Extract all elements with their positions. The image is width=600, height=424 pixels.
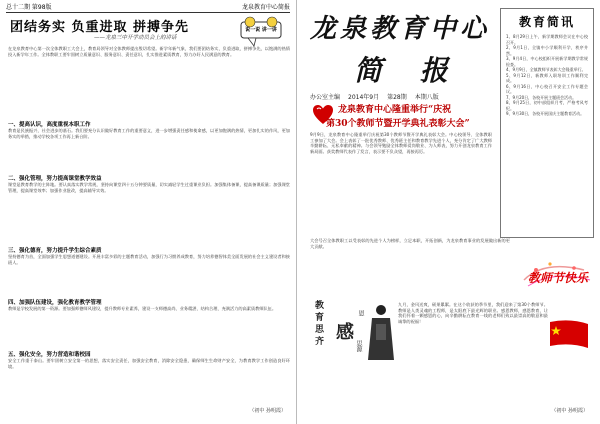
news-brief-item: 5、9月12日，新教师入职培训工作顺利完成。: [506, 72, 588, 83]
thanks-column: [312, 300, 342, 410]
left-section-1-title: 一、提高认识，高度重视本职工作: [8, 122, 91, 128]
issue-date: 2014年9月: [348, 94, 380, 101]
news-brief-item: 6、9月16日，中心校召开安全工作专题会议。: [506, 83, 588, 94]
left-subhead: ——龙泉三中开学动员会上的讲话: [94, 35, 177, 41]
speech-badge-icon: [240, 16, 282, 48]
news-brief-box: [500, 8, 594, 238]
news-body-2: 大会号召全体教职工以受表彰的先进个人为榜样，立足本职，开拓创新，为龙泉教育事业的发展做出新的更大贡献。: [310, 238, 510, 249]
left-section-5-text: 安全工作重于泰山。要牢固树立安全第一的思想，落实安全责任，加强安全教育，消除安全隐患，确保师生生命财产安全，为教育教学工作创造良好环境。: [8, 358, 290, 369]
masthead-line1: 龙泉教育中心: [310, 14, 491, 44]
right-signature: （初中 孙明霞）: [551, 408, 588, 414]
left-headline: 团结务实 负重进取 拼搏争先: [10, 20, 190, 35]
thanks-small-1: 恩: [357, 310, 364, 316]
news-brief-item: 1、8月29日上午，新学期教师会议在中心校召开。: [506, 34, 588, 45]
news-brief-item: 4、9月9日，全镇教师节表彰大会隆重举行。: [506, 67, 586, 72]
left-header-title: 龙泉教育中心简报: [241, 4, 290, 11]
flag-icon: [548, 320, 590, 350]
left-section-4-title: 四、加强队伍建设，强化教育教学管理: [8, 300, 102, 306]
left-section-3-title: 三、强化德育，努力提升学生综合素质: [8, 248, 102, 254]
left-page: [0, 0, 297, 424]
left-signature: （初中 孙明霞）: [249, 408, 286, 414]
news-brief-item: 3、9月4日，中心校组织开展新学期教学常规检查。: [506, 56, 588, 67]
news-brief-title: 教育简讯: [518, 15, 575, 29]
news-headline-line1: 龙泉教育中心隆重举行“庆祝: [338, 105, 452, 115]
left-header: [6, 4, 290, 13]
left-section-5-title: 五、强化安全，努力营造和谐校园: [8, 352, 91, 358]
teachers-day-art: [514, 240, 594, 296]
left-section-3-text: 坚持德育为首，全面加强学生思想道德建设。开展丰富多彩的主题教育活动，加强行为习惯养成教育，努力培养德智体美全面发展的社会主义建设者和接班人。: [8, 254, 290, 265]
news-body-1: 9月9日，龙泉教育中心隆重举行庆祝第30个教师节暨开学典礼表彰大会。中心校领导、全体教职工参加了大会。会上表彰了一批优秀教师、优秀班主任和教育教学先进个人，充分肯定了广大教师辛勤耕耘、无私奉献的精神。与会领导勉励全体教师爱岗敬业、为人师表，努力开创龙泉教育工作新局面。获奖教师代表作了发言，表示要不负众望，再接再厉。: [310, 132, 492, 154]
thanks-col-text: 教育思齐: [313, 300, 323, 348]
news-brief-item: 7、9月20日，各校开展主题班会活动。: [506, 94, 577, 100]
left-section-1-text: 教育是民族振兴、社会进步的基石。我们要充分认识做好教育工作的重要意义，进一步增强责任感和使命感，以更加饱满的热情，更加扎实的作风，更加务实的举措，推动学校各项工作再上新台阶。: [8, 128, 290, 139]
news-brief-item: 2、9月1日，全镇中小学顺利开学，秩序井然。: [506, 45, 588, 56]
thanks-body: 九月，金风送爽，硕果累累。在这个收获的季节里，我们迎来了第30个教师节。教师是人类灵魂的工程师，是太阳底下最光辉的职业。感恩教师，感恩教育，让我们怀着一颗感恩的心，向辛勤耕耘在教育一线的老师们致以最崇高的敬意和最诚挚的祝福！: [398, 302, 548, 324]
news-headline-line2: 第30个教师节暨开学典礼表彰大会”: [326, 119, 470, 129]
right-page: [302, 0, 598, 424]
left-section-2-title: 二、强化管理，努力提高课堂教学效益: [8, 176, 102, 182]
news-brief-item: 9、9月30日，各校开展国庆主题教育活动。: [506, 111, 585, 116]
masthead-line2: 简 报: [354, 54, 462, 87]
issue-meta: [310, 92, 486, 101]
left-header-issue: 总十二期 第98版: [6, 4, 52, 11]
issue-pages: 本期八版: [414, 94, 439, 101]
news-brief-list: [501, 30, 593, 121]
left-section-2-text: 课堂是教育教学的主阵地。要认真落实教学常规，坚持向课堂四十五分钟要质量，切实减轻学生过重课业负担。加强集体备课，提高备课质量；加强课堂管理，提高课堂效率；加强作业批改，提高辅导实效。: [8, 182, 290, 193]
news-brief-item: 8、9月25日，初中部组织月考，严格考风考纪。: [506, 100, 588, 111]
issue-number: 第28期: [387, 94, 407, 101]
thanks-small-2: 思源: [355, 340, 362, 352]
left-section-4-text: 教师是学校发展的第一资源。要加强师德师风建设，提升教师专业素养，建设一支师德高尚、业务精湛、结构合理、充满活力的高素质教师队伍。: [8, 306, 277, 311]
issue-office: 办公室主编: [310, 94, 341, 101]
badge-label: 说一说 讲一讲: [245, 27, 277, 33]
scholar-figure-icon: [366, 300, 396, 370]
left-intro-text: 在龙泉教育中心第一次全体教职工大会上，教育局领导对全体教师提出殷切希望。新学年新气象，我们要团结务实，负重进取，拼搏争先，以饱满的热情投入新学年工作。全体教职工要牢固树立质量意识、服务意识、责任意识，扎实推进素质教育，努力办好人民满意的教育。: [8, 46, 290, 57]
thanks-big-char: 感: [336, 322, 354, 343]
masthead: [310, 8, 490, 90]
teachers-day-text: 教师节快乐: [527, 271, 588, 285]
